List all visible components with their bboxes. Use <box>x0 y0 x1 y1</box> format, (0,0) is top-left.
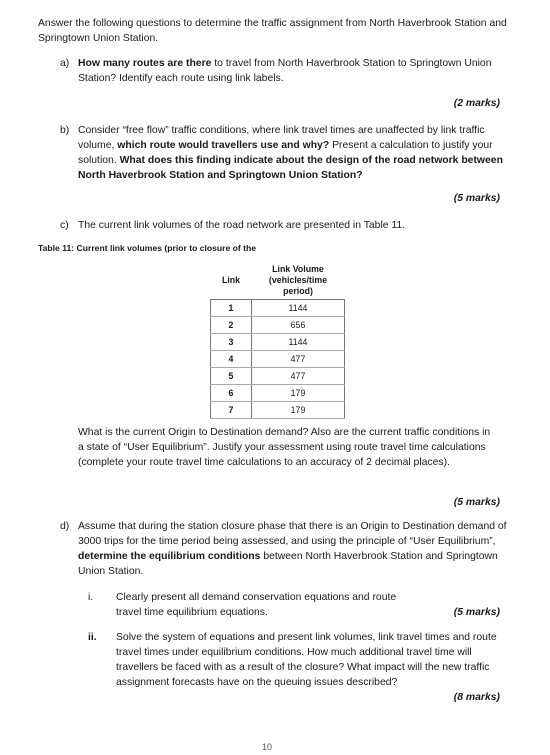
question-a-rest: to travel from North Haverbrook Station to Springtown Union Station? Identify each route using link labels. <box>78 58 492 84</box>
question-b-marks: (5 marks) <box>453 193 500 204</box>
table-cell-link: 4 <box>211 351 252 368</box>
question-b <box>60 123 515 183</box>
table-caption: Table 11: Current link volumes (prior to closure of the <box>38 243 257 253</box>
table-cell-volume: 656 <box>252 317 345 334</box>
table-cell-link: 5 <box>211 368 252 385</box>
table-row <box>211 402 345 419</box>
table-row <box>211 385 345 402</box>
question-b-label: b) <box>60 125 70 136</box>
question-b-part1: Consider “free flow” traffic conditions, where link travel times are unaffected by link traffic volume, <box>78 125 485 151</box>
table-cell-volume: 1144 <box>252 300 345 317</box>
question-c-label: c) <box>60 220 69 231</box>
question-a-marks: (2 marks) <box>453 98 500 109</box>
question-d-part1: Assume that during the station closure phase that there is an Origin to Destination demand of 3000 trips for the time period being assessed, and using the principle of “User Equilibrium”, <box>78 521 507 547</box>
table-cell-volume: 179 <box>252 385 345 402</box>
question-d-part2: between North Haverbrook Station and Springtown Union Station. <box>78 551 498 577</box>
question-d-i-text: Clearly present all demand conservation equations and route travel time equilibrium equations. <box>116 592 397 618</box>
question-b-bold1: which route would travellers use and why? <box>117 140 330 151</box>
question-d-text <box>78 519 515 579</box>
link-volume-table <box>210 262 345 419</box>
question-c-followup <box>78 425 498 470</box>
table-cell-link: 1 <box>211 300 252 317</box>
question-b-bold2: What does this finding indicate about the design of the road network between North Haverbrook Station and Springtown Union Station? <box>78 155 503 181</box>
question-d-ii-text: Solve the system of equations and present link volumes, link travel times and route travel times under equilibrium conditions. How much additional travel time will travellers be faced with as a result of the closure? What impact will the new traffic assignment forecasts have on the queuing issues described? <box>116 632 497 688</box>
question-c <box>60 218 515 233</box>
page-number: 10 <box>262 742 273 752</box>
table-row <box>211 317 345 334</box>
question-b-text <box>78 123 515 183</box>
question-b-part2: Present a calculation to justify your solution. <box>78 140 493 166</box>
question-a <box>60 56 515 86</box>
table-cell-volume: 1144 <box>252 334 345 351</box>
question-d-label: d) <box>60 521 70 532</box>
question-a-bold: How many routes are there <box>78 58 212 69</box>
table-row <box>211 300 345 317</box>
table-cell-link: 7 <box>211 402 252 419</box>
question-d-bold: determine the equilibrium conditions <box>78 551 261 562</box>
table-cell-link: 3 <box>211 334 252 351</box>
question-a-label: a) <box>60 58 70 69</box>
question-d-i <box>88 590 503 620</box>
table-cell-link: 2 <box>211 317 252 334</box>
question-d <box>60 519 515 579</box>
table-cell-volume: 179 <box>252 402 345 419</box>
table-row <box>211 368 345 385</box>
table-row <box>211 334 345 351</box>
table-header-volume: Link Volume (vehicles/time period) <box>268 264 328 296</box>
question-a-text <box>78 56 515 86</box>
table-cell-volume: 477 <box>252 368 345 385</box>
question-c-marks: (5 marks) <box>453 497 500 508</box>
question-d-i-label: i. <box>88 592 94 603</box>
table-cell-volume: 477 <box>252 351 345 368</box>
table-row <box>211 351 345 368</box>
question-d-i-marks: (5 marks) <box>453 607 500 618</box>
question-d-ii <box>88 630 503 690</box>
question-c-text: The current link volumes of the road network are presented in Table 11. <box>78 220 406 231</box>
question-d-ii-marks: (8 marks) <box>453 692 500 703</box>
table-cell-link: 6 <box>211 385 252 402</box>
intro-paragraph: Answer the following questions to determine the traffic assignment from North Haverbrook Station and Springtown Union Station. <box>38 18 507 44</box>
question-c-followup-text: What is the current Origin to Destination demand? Also are the current traffic conditions in a state of “User Equilibrium”. Justify your assessment using route travel time calculations (complete your route travel time calculations to an accuracy of 2 decimal places). <box>78 427 491 468</box>
question-d-ii-label: ii. <box>88 632 97 643</box>
table-header-link: Link <box>221 275 241 285</box>
